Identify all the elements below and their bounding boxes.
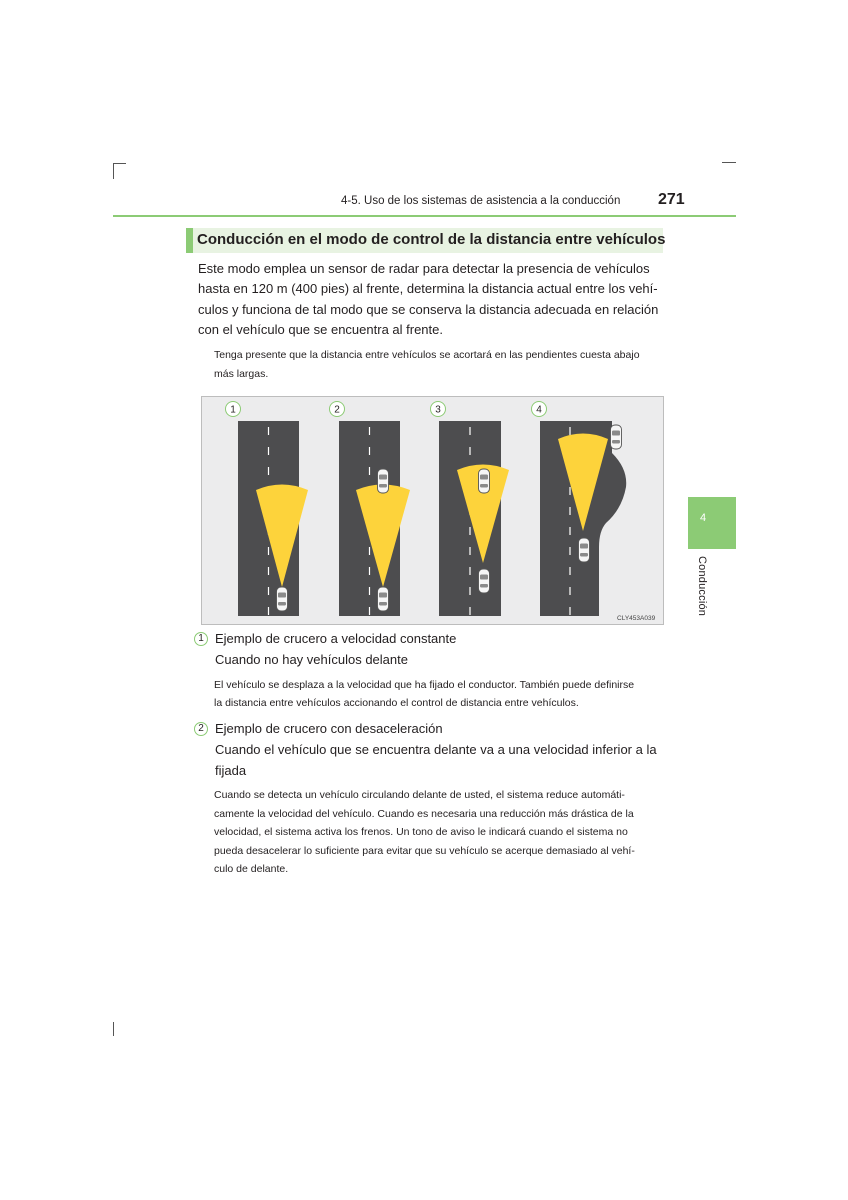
intro-line: con el vehículo que se encuentra al frente. [198, 322, 443, 337]
item-2-detail-line: pueda desacelerar lo suficiente para evitar que su vehículo se acerque demasiado al vehí- [214, 845, 635, 857]
own-vehicle-2 [378, 587, 389, 611]
item-2-detail-line: camente la velocidad del vehículo. Cuando es necesaria una reducción más drástica de la [214, 808, 634, 820]
front-vehicle-4 [611, 425, 622, 449]
cruise-diagram [201, 396, 664, 625]
item-1-detail-line: la distancia entre vehículos accionando el control de distancia entre vehículos. [214, 697, 579, 709]
own-vehicle-3 [479, 569, 490, 593]
item-2-subtitle-line: Cuando el vehículo que se encuentra delante va a una velocidad inferior a la [215, 742, 657, 757]
crop-mark [113, 163, 126, 164]
item-2-subtitle-line: fijada [215, 763, 247, 778]
own-vehicle-1 [277, 587, 288, 611]
section-header: 4-5. Uso de los sistemas de asistencia a la conducción [341, 195, 621, 207]
item-1-title: Ejemplo de crucero a velocidad constante [215, 631, 457, 646]
item-number-badge: 1 [194, 632, 208, 646]
intro-line: culos y funciona de tal modo que se conserva la distancia adecuada en relación [198, 302, 659, 317]
panel-number-2: 2 [334, 404, 340, 416]
item-2-detail-line: velocidad, el sistema activa los frenos. Un tono de aviso le indicará cuando el sistema no [214, 826, 628, 838]
crop-mark [113, 163, 114, 179]
item-2-detail-line: culo de delante. [214, 863, 289, 875]
intro-line: hasta en 120 m (400 pies) al frente, determina la distancia actual entre los vehí- [198, 281, 658, 296]
header-divider [113, 215, 736, 217]
item-1-subtitle: Cuando no hay vehículos delante [215, 652, 408, 667]
item-number-badge: 2 [194, 722, 208, 736]
panel-number-1: 1 [230, 404, 236, 416]
crop-mark [722, 162, 736, 163]
front-vehicle-3 [479, 469, 490, 493]
own-vehicle-4 [579, 538, 590, 562]
section-title: Conducción en el modo de control de la distancia entre vehículos [197, 231, 666, 248]
figure-code: CLY453A039 [617, 615, 656, 622]
intro-line: Este modo emplea un sensor de radar para detectar la presencia de vehículos [198, 261, 650, 276]
front-vehicle-2 [378, 469, 389, 493]
chapter-tab-number: 4 [700, 512, 707, 524]
item-2-detail-line: Cuando se detecta un vehículo circulando delante de usted, el sistema reduce automáti- [214, 789, 625, 801]
note-line: más largas. [214, 368, 269, 380]
item-2-title: Ejemplo de crucero con desaceleración [215, 721, 443, 736]
cruise-diagram-svg [202, 397, 663, 624]
chapter-tab-label: Conducción [696, 556, 708, 617]
crop-mark [113, 1022, 114, 1036]
note-line: Tenga presente que la distancia entre vehículos se acortará en las pendientes cuesta abajo [214, 349, 640, 361]
item-1-detail-line: El vehículo se desplaza a la velocidad que ha fijado el conductor. También puede definirse [214, 679, 635, 691]
chapter-tab [688, 497, 736, 549]
panel-number-4: 4 [536, 404, 542, 416]
panel-number-3: 3 [435, 404, 441, 416]
page-number: 271 [658, 191, 685, 208]
